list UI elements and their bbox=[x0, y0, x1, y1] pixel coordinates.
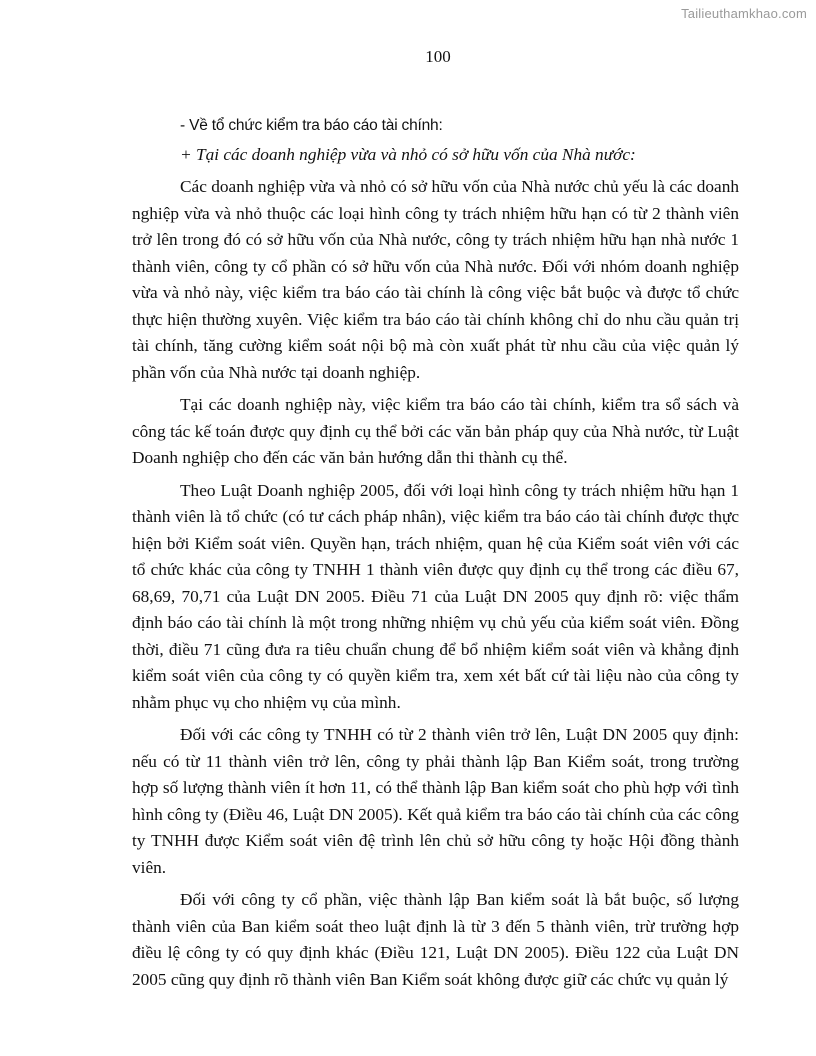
paragraph: Tại các doanh nghiệp này, việc kiểm tra báo cáo tài chính, kiểm tra sổ sách và công tác kế toán được quy định cụ thể bởi các văn bản pháp quy của Nhà nước, từ Luật Doanh nghiệp cho đến các văn bản hướng dẫn thi thành cụ thể. bbox=[132, 395, 739, 467]
page-number: 100 bbox=[425, 47, 451, 66]
paragraph: Theo Luật Doanh nghiệp 2005, đối với loại hình công ty trách nhiệm hữu hạn 1 thành viên là tổ chức (có tư cách pháp nhân), việc kiểm tra báo cáo tài chính được thực hiện bởi Kiểm soát viên. Quyền hạn, trách nhiệm, quan hệ của Kiểm soát viên với các tổ chức khác của công ty TNHH 1 thành viên được quy định cụ thể trong các điều 67, 68,69, 70,71 của Luật DN 2005. Điều 71 của Luật DN 2005 quy định rõ: việc thẩm định báo cáo tài chính là một trong những nhiệm vụ chủ yếu của kiểm soát viên. Đồng thời, điều 71 cũng đưa ra tiêu chuẩn chung để bổ nhiệm kiểm soát viên và khẳng định kiểm soát viên của công ty có quyền kiểm tra, xem xét bất cứ tài liệu nào của công ty nhằm phục vụ cho nhiệm vụ của mình. bbox=[132, 480, 739, 712]
paragraph: Các doanh nghiệp vừa và nhỏ có sở hữu vốn của Nhà nước chủ yếu là các doanh nghiệp vừa và nhỏ thuộc các loại hình công ty trách nhiệm hữu hạn có từ 2 thành viên trở lên trong đó có sở hữu vốn của Nhà nước, công ty trách nhiệm hữu hạn nhà nước 1 thành viên, công ty cổ phần có sở hữu vốn của Nhà nước. Đối với nhóm doanh nghiệp vừa và nhỏ này, việc kiểm tra báo cáo tài chính là công việc bắt buộc và được tổ chức thực hiện thường xuyên. Việc kiểm tra báo cáo tài chính không chỉ do nhu cầu quản trị tài chính, tăng cường kiểm soát nội bộ mà còn xuất phát từ nhu cầu của việc quản lý phần vốn của Nhà nước tại doanh nghiệp. bbox=[132, 177, 739, 382]
section-heading: - Về tổ chức kiểm tra báo cáo tài chính: bbox=[180, 117, 443, 134]
paragraph: Đối với các công ty TNHH có từ 2 thành viên trở lên, Luật DN 2005 quy định: nếu có từ 11 thành viên trở lên, công ty phải thành lập Ban Kiểm soát, trong trường hợp số lượng thành viên ít hơn 11, có thể thành lập Ban kiểm soát cho phù hợp với tình hình công ty (Điều 46, Luật DN 2005). Kết quả kiểm tra báo cáo tài chính của các công ty TNHH được Kiểm soát viên đệ trình lên chủ sở hữu công ty hoặc Hội đồng thành viên. bbox=[132, 725, 739, 877]
subsection-heading: + Tại các doanh nghiệp vừa và nhỏ có sở hữu vốn của Nhà nước: bbox=[180, 144, 636, 164]
paragraph: Đối với công ty cổ phần, việc thành lập Ban kiểm soát là bắt buộc, số lượng thành viên của Ban kiểm soát theo luật định là từ 3 đến 5 thành viên, trừ trường hợp điều lệ công ty có quy định khác (Điều 121, Luật DN 2005). Điều 122 của Luật DN 2005 cũng quy định rõ thành viên Ban Kiểm soát không được giữ các chức vụ quản lý bbox=[132, 890, 739, 989]
document-body bbox=[132, 113, 739, 993]
watermark: Tailieuthamkhao.com bbox=[681, 6, 807, 21]
